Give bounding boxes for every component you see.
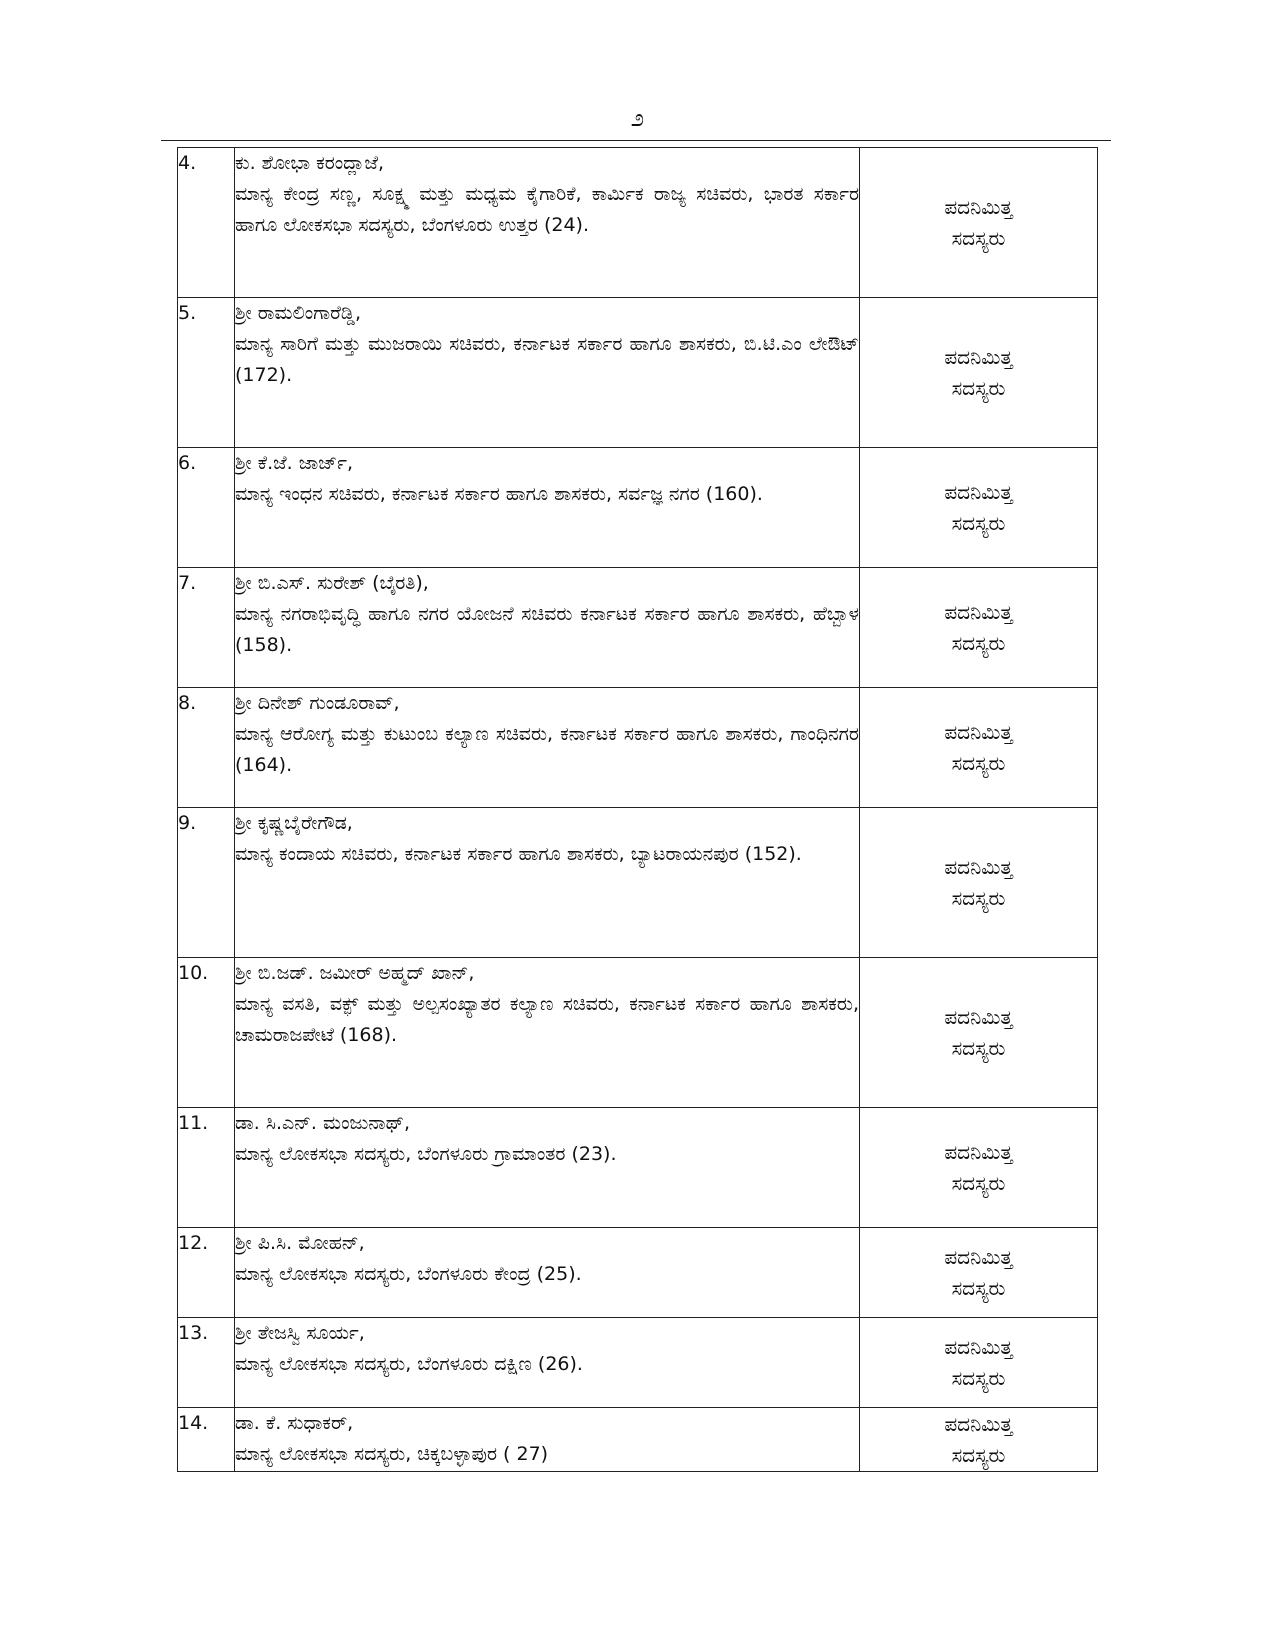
member-role [860,688,1098,808]
member-designation: ಮಾನ್ಯ ಕಂದಾಯ ಸಚಿವರು, ಕರ್ನಾಟಕ ಸರ್ಕಾರ ಹಾಗೂ ಶಾಸಕರು, ಬ್ಯಾಟರಾಯನಪುರ (152). [235,843,802,865]
members-table [177,147,1098,1472]
member-role [860,1318,1098,1408]
member-designation: ಮಾನ್ಯ ಕೇಂದ್ರ ಸಣ್ಣ, ಸೂಕ್ಷ್ಮ ಮತ್ತು ಮಧ್ಯಮ ಕೈಗಾರಿಕೆ, ಕಾರ್ಮಿಕ ರಾಜ್ಯ ಸಚಿವರು, ಭಾರತ ಸರ್ಕಾರ ಹಾಗೂ ಲೋಕಸಭಾ ಸದಸ್ಯರು, ಬೆಂಗಳೂರು ಉತ್ತರ (24). [235,183,859,236]
table-row [178,808,1098,958]
member-designation: ಮಾನ್ಯ ಲೋಕಸಭಾ ಸದಸ್ಯರು, ಬೆಂಗಳೂರು ಗ್ರಾಮಾಂತರ (23). [235,1143,617,1165]
role-line-1: ಪದನಿಮಿತ್ತ [944,1334,1013,1359]
table-row [178,1408,1098,1472]
member-name: ಶ್ರೀ ಬಿ.ಎಸ್. ಸುರೇಶ್ (ಬೈರತಿ), [235,572,429,594]
member-name: ಡಾ. ಸಿ.ಎನ್. ಮಂಜುನಾಥ್, [235,1112,411,1134]
row-number: 4. [178,148,235,298]
role-line-1: ಪದನಿಮಿತ್ತ [944,479,1013,504]
member-designation: ಮಾನ್ಯ ಆರೋಗ್ಯ ಮತ್ತು ಕುಟುಂಬ ಕಲ್ಯಾಣ ಸಚಿವರು, ಕರ್ನಾಟಕ ಸರ್ಕಾರ ಹಾಗೂ ಶಾಸಕರು, ಗಾಂಧಿನಗರ (164). [235,723,859,776]
member-designation: ಮಾನ್ಯ ನಗರಾಭಿವೃದ್ಧಿ ಹಾಗೂ ನಗರ ಯೋಜನೆ ಸಚಿವರು ಕರ್ನಾಟಕ ಸರ್ಕಾರ ಹಾಗೂ ಶಾಸಕರು, ಹೆಬ್ಬಾಳ (158). [235,603,859,656]
member-name: ಶ್ರೀ ದಿನೇಶ್ ಗುಂಡೂರಾವ್, [235,692,400,714]
role-line-2: ಸದಸ್ಯರು [951,750,1006,775]
member-designation: ಮಾನ್ಯ ಲೋಕಸಭಾ ಸದಸ್ಯರು, ಚಿಕ್ಕಬಳ್ಳಾಪುರ ( 27) [235,1443,549,1465]
member-designation: ಮಾನ್ಯ ಇಂಧನ ಸಚಿವರು, ಕರ್ನಾಟಕ ಸರ್ಕಾರ ಹಾಗೂ ಶಾಸಕರು, ಸರ್ವಜ್ಞ ನಗರ (160). [235,483,763,505]
table-row [178,688,1098,808]
member-designation: ಮಾನ್ಯ ಸಾರಿಗೆ ಮತ್ತು ಮುಜರಾಯಿ ಸಚಿವರು, ಕರ್ನಾಟಕ ಸರ್ಕಾರ ಹಾಗೂ ಶಾಸಕರು, ಬಿ.ಟಿ.ಎಂ ಲೇಔಟ್ (172). [235,333,859,386]
role-line-2: ಸದಸ್ಯರು [951,1170,1006,1195]
role-line-1: ಪದನಿಮಿತ್ತ [944,1244,1013,1269]
member-role [860,148,1098,298]
row-number: 6. [178,448,235,568]
row-number: 13. [178,1318,235,1408]
page-number: ೨ [630,104,645,132]
member-name: ಶ್ರೀ ತೇಜಸ್ವಿ ಸೂರ್ಯ, [235,1322,365,1344]
member-description [235,1228,860,1318]
member-name: ಶ್ರೀ ರಾಮಲಿಂಗಾರೆಡ್ಡಿ, [235,302,362,324]
role-line-2: ಸದಸ್ಯರು [951,510,1006,535]
role-line-2: ಸದಸ್ಯರು [951,885,1006,910]
role-line-1: ಪದನಿಮಿತ್ತ [944,1411,1013,1436]
role-line-2: ಸದಸ್ಯರು [951,225,1006,250]
role-line-1: ಪದನಿಮಿತ್ತ [944,1004,1013,1029]
role-line-1: ಪದನಿಮಿತ್ತ [944,194,1013,219]
member-description [235,298,860,448]
row-number: 7. [178,568,235,688]
member-description [235,568,860,688]
table-row [178,148,1098,298]
member-description [235,448,860,568]
role-line-1: ಪದನಿಮಿತ್ತ [944,344,1013,369]
role-line-1: ಪದನಿಮಿತ್ತ [944,1139,1013,1164]
member-designation: ಮಾನ್ಯ ಲೋಕಸಭಾ ಸದಸ್ಯರು, ಬೆಂಗಳೂರು ಕೇಂದ್ರ (25). [235,1263,582,1285]
member-name: ಶ್ರೀ ಪಿ.ಸಿ. ಮೋಹನ್, [235,1232,365,1254]
member-role [860,448,1098,568]
role-line-1: ಪದನಿಮಿತ್ತ [944,599,1013,624]
member-designation: ಮಾನ್ಯ ಲೋಕಸಭಾ ಸದಸ್ಯರು, ಬೆಂಗಳೂರು ದಕ್ಷಿಣ (26). [235,1353,583,1375]
member-name: ಶ್ರೀ ಕೆ.ಜೆ. ಜಾರ್ಜ್, [235,452,353,474]
member-name: ಶ್ರೀ ಕೃಷ್ಣಬೈರೇಗೌಡ, [235,812,353,834]
member-role [860,1408,1098,1472]
member-role [860,298,1098,448]
member-description [235,808,860,958]
role-line-2: ಸದಸ್ಯರು [951,1365,1006,1390]
role-line-2: ಸದಸ್ಯರು [951,1442,1006,1467]
role-line-2: ಸದಸ್ಯರು [951,375,1006,400]
role-line-1: ಪದನಿಮಿತ್ತ [944,719,1013,744]
row-number: 11. [178,1108,235,1228]
member-role [860,1228,1098,1318]
member-name: ಡಾ. ಕೆ. ಸುಧಾಕರ್, [235,1412,354,1434]
role-line-1: ಪದನಿಮಿತ್ತ [944,854,1013,879]
member-description [235,148,860,298]
member-description [235,958,860,1108]
table-row [178,568,1098,688]
member-description [235,1408,860,1472]
member-name: ಕು. ಶೋಭಾ ಕರಂದ್ಲಾಜೆ, [235,152,384,174]
table-row [178,448,1098,568]
table-row [178,1108,1098,1228]
member-role [860,1108,1098,1228]
role-line-2: ಸದಸ್ಯರು [951,1035,1006,1060]
row-number: 8. [178,688,235,808]
table-row [178,298,1098,448]
row-number: 9. [178,808,235,958]
header-rule [161,140,1111,141]
row-number: 14. [178,1408,235,1472]
role-line-2: ಸದಸ್ಯರು [951,630,1006,655]
row-number: 5. [178,298,235,448]
member-role [860,808,1098,958]
row-number: 12. [178,1228,235,1318]
member-description [235,688,860,808]
member-description [235,1318,860,1408]
table-row [178,1228,1098,1318]
member-role [860,568,1098,688]
member-description [235,1108,860,1228]
member-name: ಶ್ರೀ ಬಿ.ಜಡ್. ಜಮೀರ್ ಅಹ್ಮದ್ ಖಾನ್, [235,962,475,984]
row-number: 10. [178,958,235,1108]
member-role [860,958,1098,1108]
table-row [178,1318,1098,1408]
member-designation: ಮಾನ್ಯ ವಸತಿ, ವಕ್ಫ್ ಮತ್ತು ಅಲ್ಪಸಂಖ್ಯಾತರ ಕಲ್ಯಾಣ ಸಚಿವರು, ಕರ್ನಾಟಕ ಸರ್ಕಾರ ಹಾಗೂ ಶಾಸಕರು, ಚಾಮರಾಜಪೇಟೆ (168). [235,993,859,1046]
table-row [178,958,1098,1108]
role-line-2: ಸದಸ್ಯರು [951,1275,1006,1300]
